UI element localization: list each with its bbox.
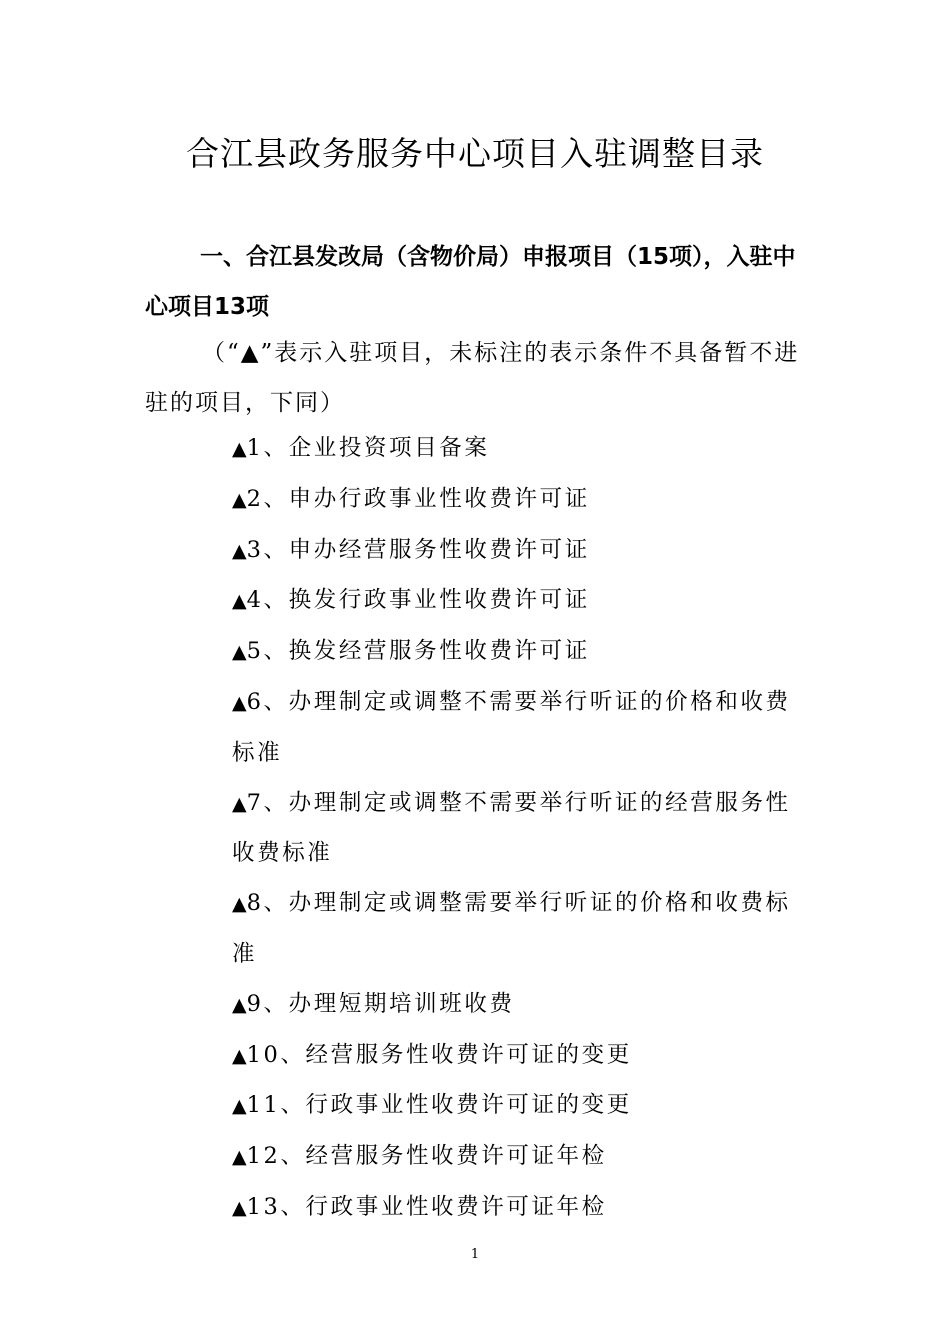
list-item-text: 2、申办行政事业性收费许可证: [246, 485, 590, 512]
item-list: [232, 424, 810, 1234]
list-item: [232, 1183, 810, 1234]
document-title: 合江县政务服务中心项目入驻调整目录: [186, 134, 764, 173]
list-item: [232, 1081, 810, 1132]
list-item: [232, 1132, 810, 1183]
list-item: [232, 627, 810, 678]
triangle-marker-icon: ▲: [232, 1146, 247, 1169]
list-item: [232, 980, 810, 1031]
list-item-text: 10、经营服务性收费许可证的变更: [246, 1041, 632, 1068]
triangle-marker-icon: ▲: [232, 1196, 247, 1219]
triangle-marker-icon: ▲: [232, 590, 247, 613]
triangle-marker-icon: ▲: [232, 539, 247, 562]
list-item: [232, 576, 810, 627]
triangle-marker-icon: ▲: [232, 488, 247, 511]
list-item-text: 9、办理短期培训班收费: [246, 990, 515, 1017]
page-number: 1: [470, 1247, 480, 1262]
list-item: [232, 678, 810, 779]
list-item: [232, 879, 810, 980]
section-heading: 一、合江县发改局（含物价局）申报项目（15项），入驻中心项目13项: [145, 244, 796, 320]
list-item-text: 6、办理制定或调整不需要举行听证的价格和收费标准: [232, 688, 791, 766]
triangle-marker-icon: ▲: [232, 438, 247, 460]
triangle-marker-icon: ▲: [232, 1044, 247, 1067]
list-item-text: 3、申办经营服务性收费许可证: [246, 536, 590, 563]
triangle-marker-icon: ▲: [232, 691, 247, 714]
list-item: [232, 424, 810, 475]
list-item-text: 4、换发行政事业性收费许可证: [246, 587, 590, 614]
marker-note: （“▲”表示入驻项目，未标注的表示条件不具备暂不进驻的项目，下同）: [145, 340, 800, 416]
list-item: [232, 526, 810, 577]
triangle-marker-icon: ▲: [232, 993, 247, 1016]
list-item-text: 1、企业投资项目备案: [246, 435, 490, 461]
list-item: [232, 475, 810, 526]
triangle-marker-icon: ▲: [232, 792, 247, 815]
list-item-text: 11、行政事业性收费许可证的变更: [246, 1092, 632, 1119]
list-item-text: 7、办理制定或调整不需要举行听证的经营服务性收费标准: [232, 789, 791, 867]
list-item-text: 12、经营服务性收费许可证年检: [246, 1143, 607, 1170]
list-item: [232, 1031, 810, 1082]
triangle-marker-icon: ▲: [232, 641, 247, 664]
list-item-text: 5、换发经营服务性收费许可证: [246, 638, 590, 665]
triangle-marker-icon: ▲: [232, 893, 247, 916]
triangle-marker-icon: ▲: [232, 1095, 247, 1118]
list-item-text: 8、办理制定或调整需要举行听证的价格和收费标准: [232, 890, 791, 967]
list-item: [232, 779, 810, 880]
list-item-text: 13、行政事业性收费许可证年检: [246, 1193, 607, 1220]
